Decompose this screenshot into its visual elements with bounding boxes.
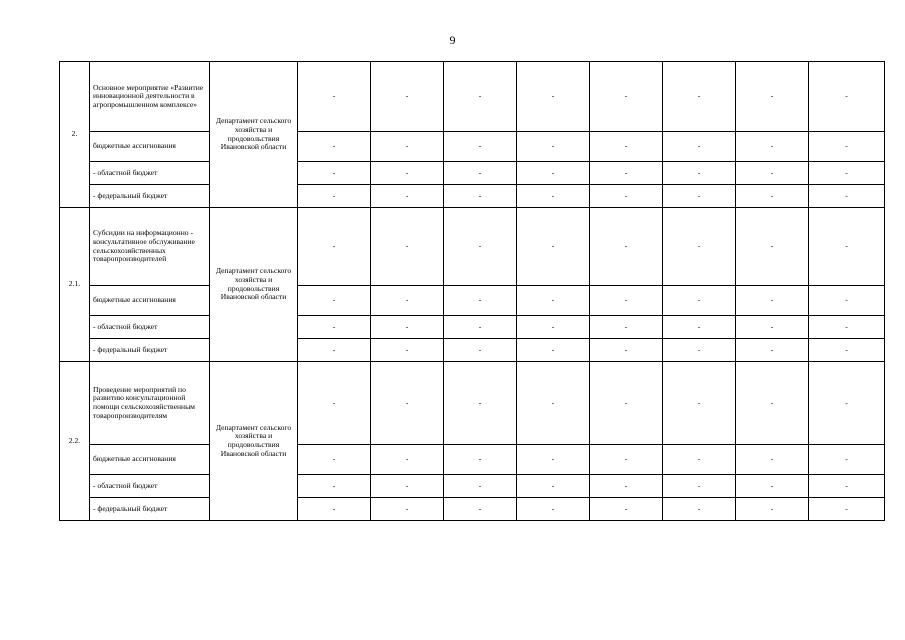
funding-row-label: - областной бюджет xyxy=(90,162,210,185)
funding-row-label: - областной бюджет xyxy=(90,316,210,339)
value-cell: - xyxy=(736,162,809,185)
value-cell: - xyxy=(809,316,885,339)
value-cell: - xyxy=(736,62,809,132)
funding-row-label: - федеральный бюджет xyxy=(90,498,210,521)
value-cell: - xyxy=(663,132,736,162)
value-cell: - xyxy=(444,208,517,286)
value-cell: - xyxy=(590,208,663,286)
value-cell: - xyxy=(809,339,885,362)
value-cell: - xyxy=(444,185,517,208)
funding-row xyxy=(60,162,885,185)
value-cell: - xyxy=(663,286,736,316)
value-cell: - xyxy=(663,339,736,362)
value-cell: - xyxy=(371,362,444,445)
value-cell: - xyxy=(736,339,809,362)
section-number: 2.1. xyxy=(60,208,90,362)
value-cell: - xyxy=(590,316,663,339)
value-cell: - xyxy=(298,316,371,339)
value-cell: - xyxy=(371,162,444,185)
value-cell: - xyxy=(517,475,590,498)
funding-row xyxy=(60,445,885,475)
value-cell: - xyxy=(736,362,809,445)
value-cell: - xyxy=(663,162,736,185)
value-cell: - xyxy=(809,498,885,521)
value-cell: - xyxy=(663,475,736,498)
funding-row xyxy=(60,316,885,339)
value-cell: - xyxy=(371,498,444,521)
value-cell: - xyxy=(517,62,590,132)
value-cell: - xyxy=(371,208,444,286)
funding-row-label: - федеральный бюджет xyxy=(90,339,210,362)
value-cell: - xyxy=(663,62,736,132)
funding-row xyxy=(60,185,885,208)
value-cell: - xyxy=(736,132,809,162)
value-cell: - xyxy=(663,316,736,339)
value-cell: - xyxy=(590,475,663,498)
value-cell: - xyxy=(371,62,444,132)
value-cell: - xyxy=(590,185,663,208)
value-cell: - xyxy=(590,445,663,475)
value-cell: - xyxy=(517,316,590,339)
funding-row-label: бюджетные ассигнования xyxy=(90,445,210,475)
value-cell: - xyxy=(517,208,590,286)
value-cell: - xyxy=(444,339,517,362)
value-cell: - xyxy=(663,362,736,445)
section-executor: Департамент сельского хозяйства и продовольствия Ивановской области xyxy=(210,208,298,362)
value-cell: - xyxy=(371,445,444,475)
value-cell: - xyxy=(371,286,444,316)
value-cell: - xyxy=(590,162,663,185)
funding-row xyxy=(60,498,885,521)
value-cell: - xyxy=(444,498,517,521)
value-cell: - xyxy=(298,339,371,362)
value-cell: - xyxy=(736,498,809,521)
funding-row-label: бюджетные ассигнования xyxy=(90,286,210,316)
value-cell: - xyxy=(809,162,885,185)
value-cell: - xyxy=(663,185,736,208)
value-cell: - xyxy=(371,185,444,208)
section-title-row xyxy=(60,62,885,132)
value-cell: - xyxy=(517,162,590,185)
value-cell: - xyxy=(809,445,885,475)
value-cell: - xyxy=(444,286,517,316)
page-number: 9 xyxy=(449,33,456,47)
section-title: Основное мероприятие «Развитие инновационной деятельности в агропромышленном комплексе» xyxy=(90,62,210,132)
value-cell: - xyxy=(371,339,444,362)
value-cell: - xyxy=(809,62,885,132)
value-cell: - xyxy=(444,362,517,445)
value-cell: - xyxy=(298,498,371,521)
value-cell: - xyxy=(590,362,663,445)
section-title-row xyxy=(60,362,885,445)
funding-row-label: - федеральный бюджет xyxy=(90,185,210,208)
value-cell: - xyxy=(590,339,663,362)
value-cell: - xyxy=(517,286,590,316)
value-cell: - xyxy=(444,316,517,339)
value-cell: - xyxy=(298,62,371,132)
value-cell: - xyxy=(809,132,885,162)
value-cell: - xyxy=(736,185,809,208)
value-cell: - xyxy=(809,286,885,316)
program-table-body xyxy=(60,62,885,521)
value-cell: - xyxy=(444,475,517,498)
value-cell: - xyxy=(444,445,517,475)
value-cell: - xyxy=(590,62,663,132)
value-cell: - xyxy=(517,185,590,208)
value-cell: - xyxy=(736,286,809,316)
funding-row xyxy=(60,339,885,362)
section-number: 2. xyxy=(60,62,90,208)
value-cell: - xyxy=(444,62,517,132)
funding-row xyxy=(60,475,885,498)
value-cell: - xyxy=(590,132,663,162)
value-cell: - xyxy=(298,132,371,162)
section-executor: Департамент сельского хозяйства и продовольствия Ивановской области xyxy=(210,362,298,521)
section-title: Субсидии на информационно - консультативное обслуживание сельскохозяйственных товаропроизводителей xyxy=(90,208,210,286)
value-cell: - xyxy=(298,286,371,316)
value-cell: - xyxy=(517,339,590,362)
value-cell: - xyxy=(517,445,590,475)
value-cell: - xyxy=(663,498,736,521)
value-cell: - xyxy=(371,316,444,339)
value-cell: - xyxy=(809,475,885,498)
section-title-row xyxy=(60,208,885,286)
funding-row xyxy=(60,132,885,162)
value-cell: - xyxy=(298,208,371,286)
funding-row xyxy=(60,286,885,316)
value-cell: - xyxy=(298,362,371,445)
program-table xyxy=(59,61,885,521)
funding-row-label: бюджетные ассигнования xyxy=(90,132,210,162)
section-executor: Департамент сельского хозяйства и продовольствия Ивановской области xyxy=(210,62,298,208)
value-cell: - xyxy=(444,132,517,162)
value-cell: - xyxy=(517,498,590,521)
value-cell: - xyxy=(298,445,371,475)
value-cell: - xyxy=(736,445,809,475)
value-cell: - xyxy=(736,316,809,339)
value-cell: - xyxy=(298,162,371,185)
value-cell: - xyxy=(590,286,663,316)
value-cell: - xyxy=(736,475,809,498)
value-cell: - xyxy=(298,185,371,208)
value-cell: - xyxy=(590,498,663,521)
value-cell: - xyxy=(517,362,590,445)
value-cell: - xyxy=(444,162,517,185)
value-cell: - xyxy=(663,445,736,475)
section-number: 2.2. xyxy=(60,362,90,521)
value-cell: - xyxy=(663,208,736,286)
value-cell: - xyxy=(371,475,444,498)
value-cell: - xyxy=(809,185,885,208)
funding-row-label: - областной бюджет xyxy=(90,475,210,498)
value-cell: - xyxy=(809,362,885,445)
value-cell: - xyxy=(517,132,590,162)
value-cell: - xyxy=(371,132,444,162)
value-cell: - xyxy=(298,475,371,498)
value-cell: - xyxy=(736,208,809,286)
value-cell: - xyxy=(809,208,885,286)
section-title: Проведение мероприятий по развитию консультационной помощи сельскохозяйственным товаропроизводителям xyxy=(90,362,210,445)
